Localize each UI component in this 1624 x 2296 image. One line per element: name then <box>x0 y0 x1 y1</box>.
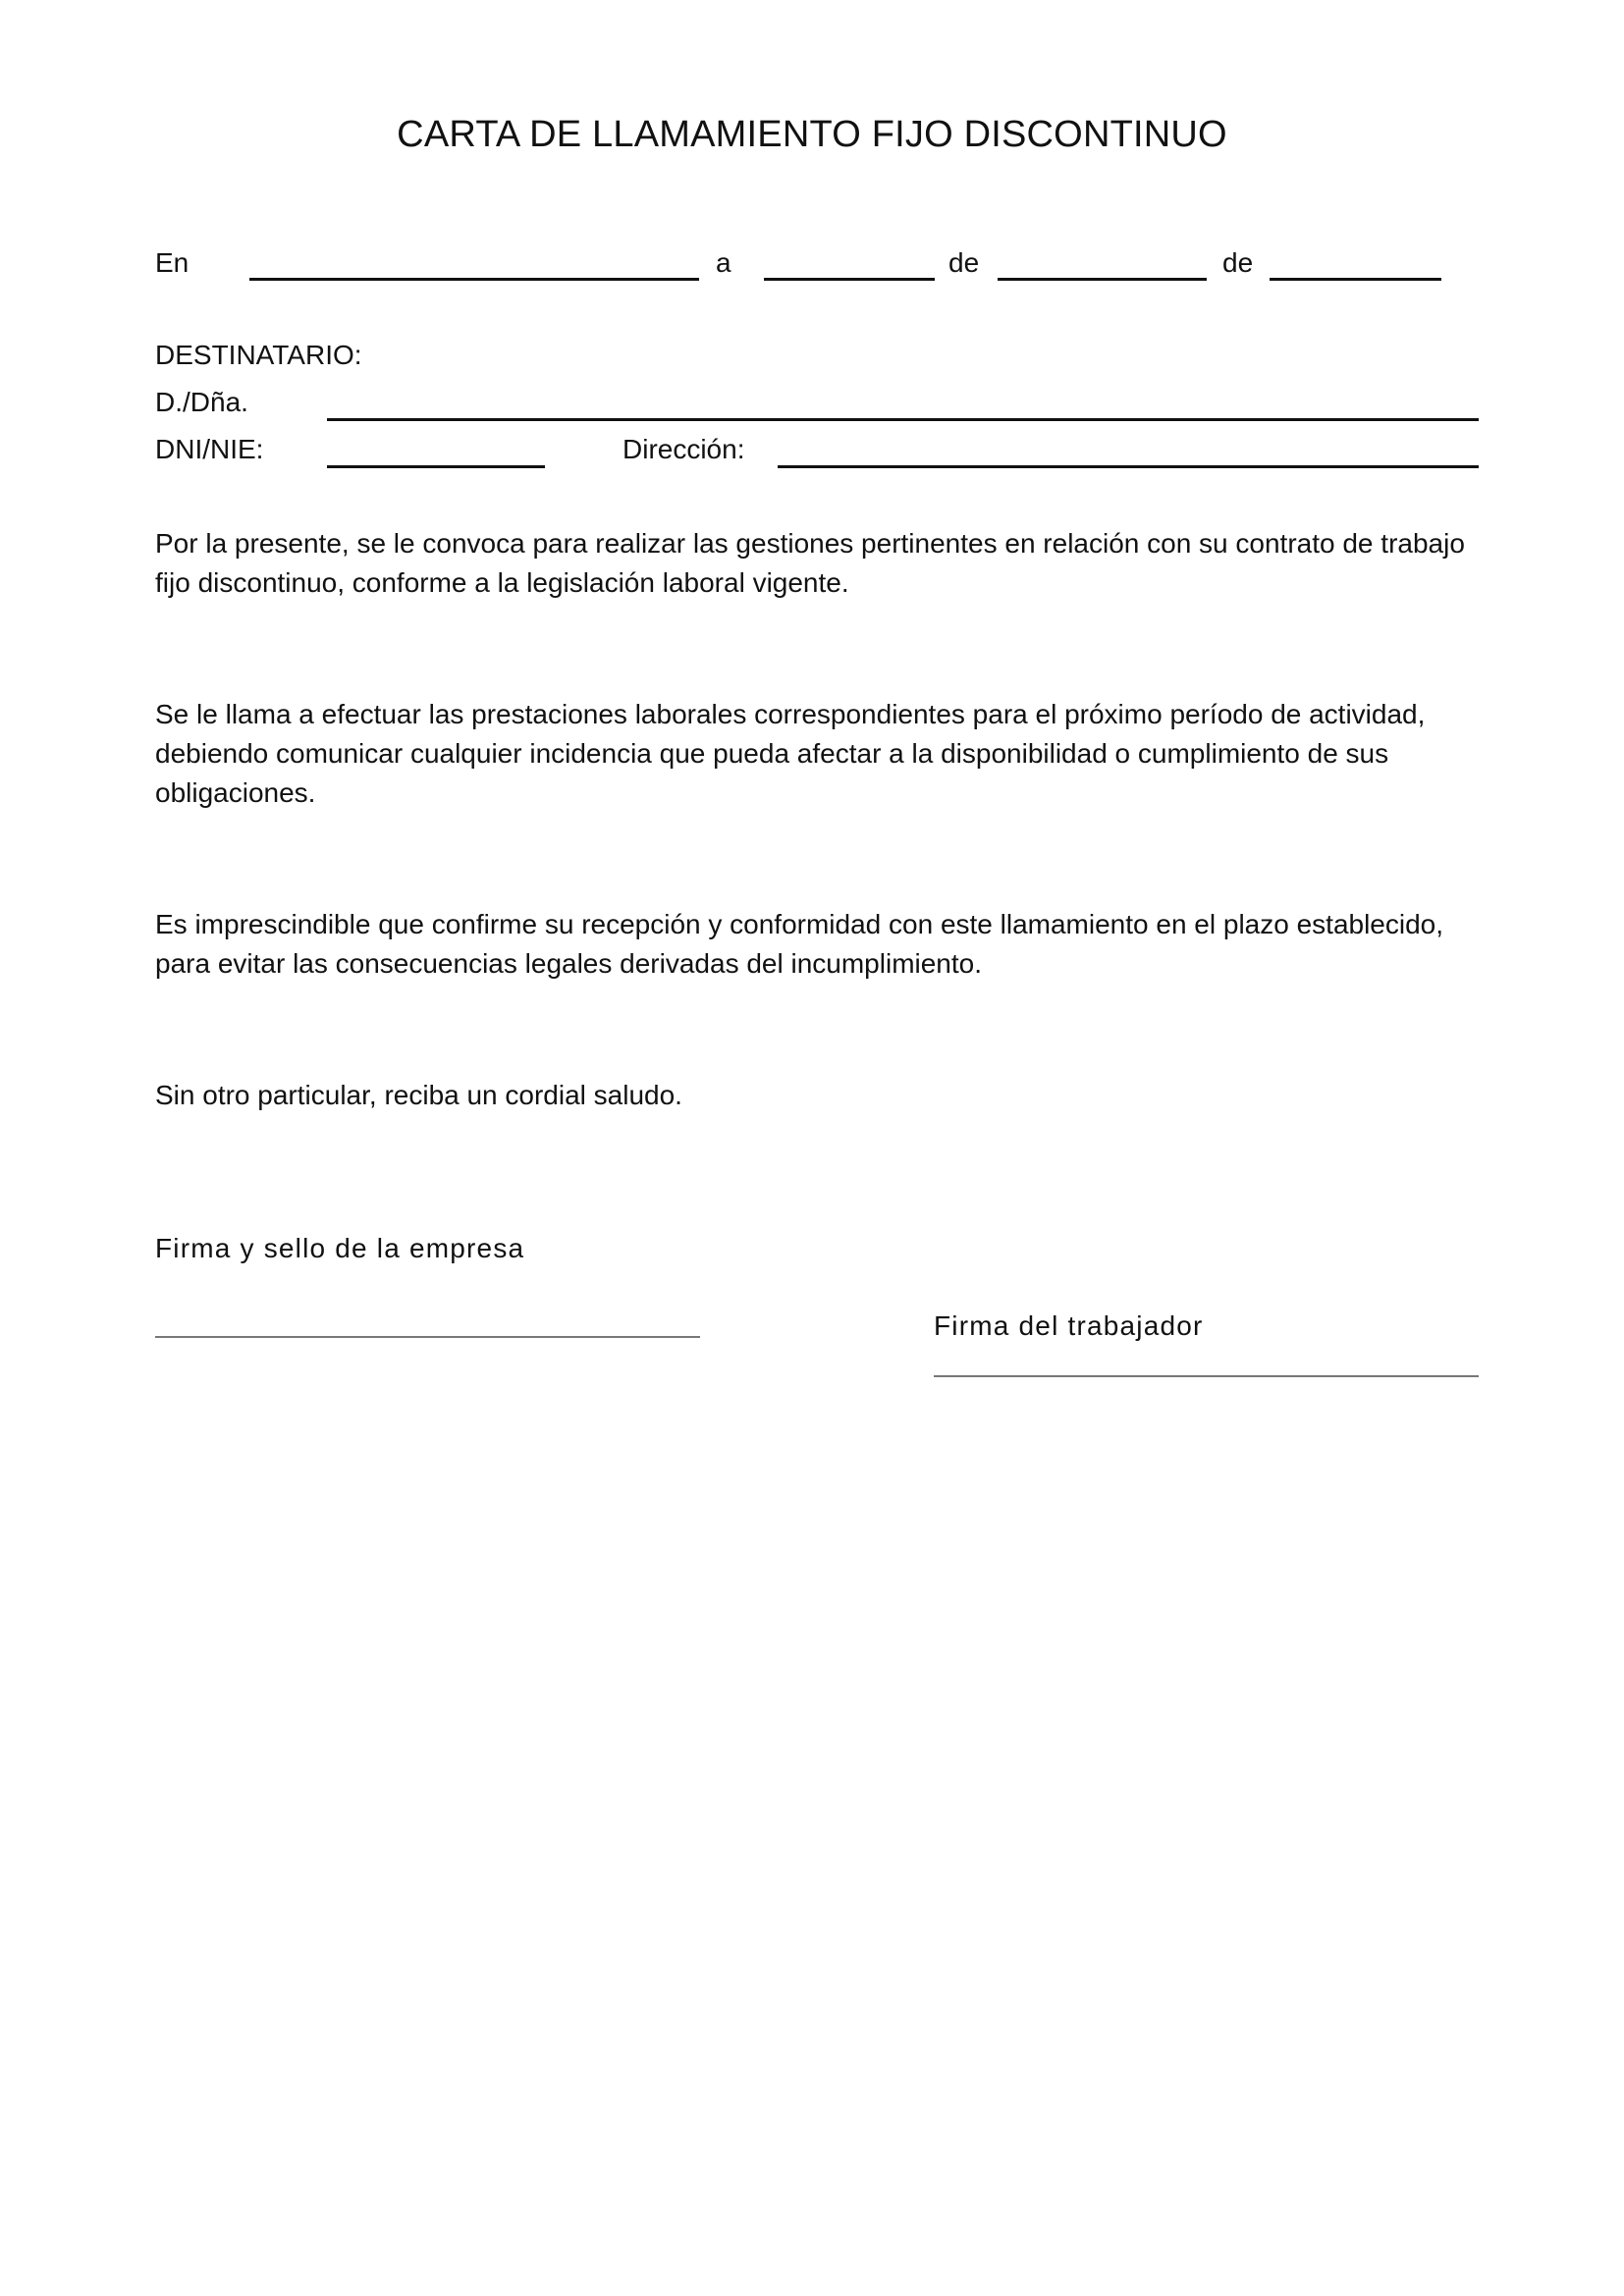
body-paragraph: Por la presente, se le convoca para realizar las gestiones pertinentes en relación con su contrato de trabajo fijo discontinuo, conforme a la legislación laboral vigente. <box>155 528 1465 598</box>
worker-signature-line[interactable] <box>934 1375 1479 1377</box>
body-paragraph: Es imprescindible que confirme su recepción y conformidad con este llamamiento en el plazo establecido, para evitar las consecuencias legales derivadas del incumplimiento. <box>155 909 1444 979</box>
year-blank[interactable] <box>1270 278 1441 281</box>
day-label: a <box>716 247 731 278</box>
dni-blank[interactable] <box>327 465 545 468</box>
year-label: de <box>1222 247 1254 278</box>
address-label: Dirección: <box>623 434 745 464</box>
dni-label: DNI/NIE: <box>155 434 264 464</box>
place-label: En <box>155 247 189 278</box>
document-title: CARTA DE LLAMAMIENTO FIJO DISCONTINUO <box>397 114 1227 155</box>
body-paragraph: Se le llama a efectuar las prestaciones laborales correspondientes para el próximo período de actividad, debiendo comunicar cualquier incidencia que pueda afectar a la disponibilidad o cumplimiento de sus obligaciones. <box>155 699 1426 808</box>
name-label: D./Dña. <box>155 387 248 417</box>
address-blank[interactable] <box>778 465 1479 468</box>
place-blank[interactable] <box>249 278 699 281</box>
closing-paragraph: Sin otro particular, reciba un cordial saludo. <box>155 1080 682 1110</box>
company-signature-line[interactable] <box>155 1336 700 1338</box>
month-blank[interactable] <box>998 278 1207 281</box>
month-label: de <box>948 247 980 278</box>
worker-signature-label: Firma del trabajador <box>934 1310 1204 1341</box>
company-signature-label: Firma y sello de la empresa <box>155 1233 525 1263</box>
recipient-heading: DESTINATARIO: <box>155 340 362 370</box>
name-blank[interactable] <box>327 418 1479 421</box>
day-blank[interactable] <box>764 278 935 281</box>
